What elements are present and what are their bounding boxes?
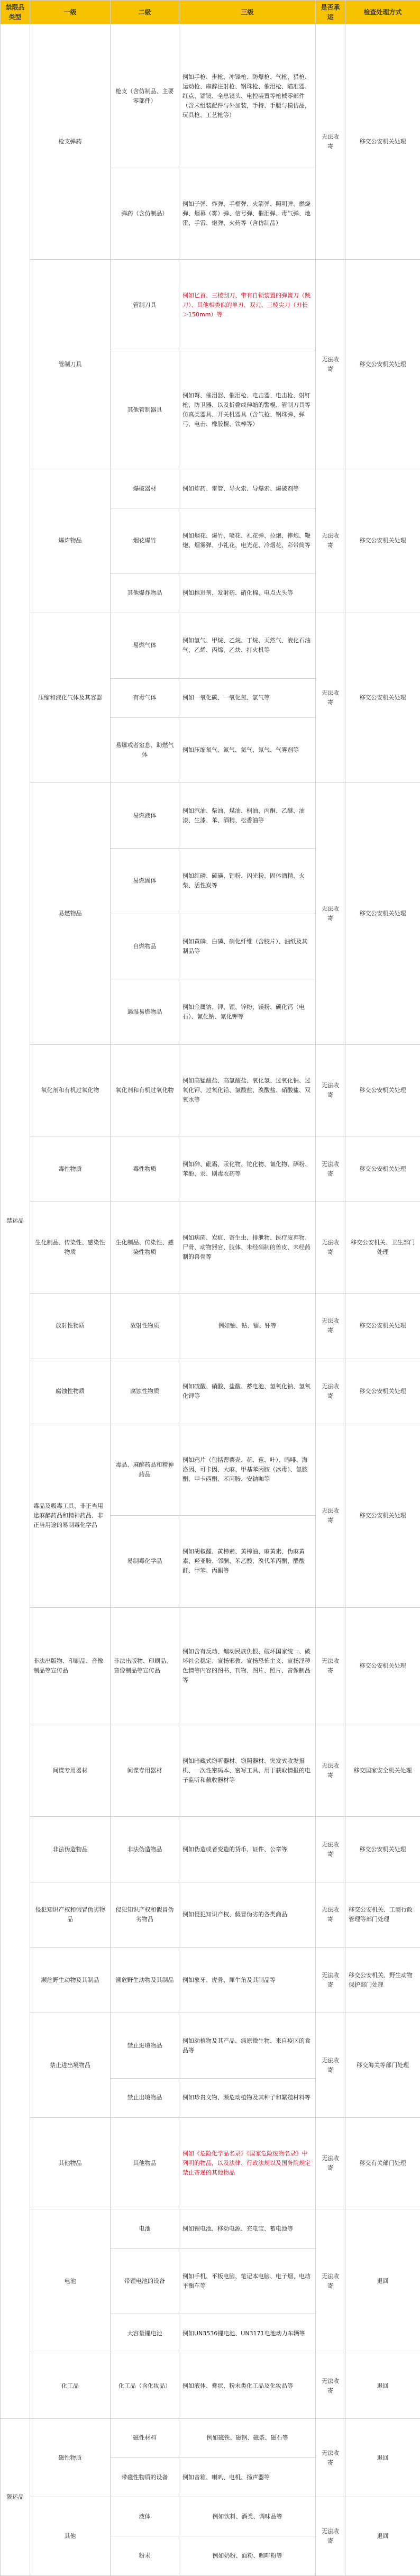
table-cell: 例如氢气、甲烷、乙烷、丁烷、天然气、液化石油气、乙烯、丙烯、乙炔、打火机等	[179, 613, 316, 678]
table-cell: 易燃物品	[30, 783, 111, 1045]
table-cell: 间谍专用器材	[111, 1725, 179, 1817]
table-row	[1, 1607, 420, 1725]
table-cell: 无法收寄	[316, 1607, 345, 1725]
table-header-row	[1, 1, 420, 24]
table-cell: 间谍专用器材	[30, 1725, 111, 1817]
table-cell: 其他管制器具	[111, 351, 179, 469]
table-cell: 无法收寄	[316, 1136, 345, 1202]
table-cell: 其他	[30, 2497, 111, 2576]
table-cell: 移交公安机关处理	[345, 1045, 420, 1136]
table-cell: 例如锂电池、移动电源、充电宝、蓄电池等	[179, 2209, 316, 2249]
table-cell: 例如胡椒醛、黄樟素、黄樟油、麻黄素、伪麻黄素、羟亚胺、邻酮、苯乙酸、溴代苯丙酮、醋酸酐、甲苯、丙酮等	[179, 1516, 316, 1607]
table-cell: 移交公安机关处理	[345, 1817, 420, 1882]
table-cell: 易燃液体	[111, 783, 179, 849]
table-cell: 例如高锰酸盐、高氯酸盐、氧化氢、过氧化钠、过氧化钾、过氧化铅、氯酸盐、溴酸盐、硝酸盐、双氧水等	[179, 1045, 316, 1136]
table-cell: 例如音箱、喇叭、电机、扬声器等	[179, 2458, 316, 2497]
table-cell: 禁运品	[1, 24, 30, 2419]
header-cell: 检查处理方式	[345, 1, 420, 24]
table-cell: 例如推进剂、发射药、硝化棉、电点火头等	[179, 574, 316, 613]
table-cell: 氧化剂和有机过氧化物	[111, 1045, 179, 1136]
table-cell: 易制毒化学品	[111, 1516, 179, 1607]
table-cell: 例如手机、平板电脑、笔记本电脑、电子烟、电动平衡车等	[179, 2249, 316, 2314]
table-row	[1, 1947, 420, 2013]
table-cell: 带磁性物质的设备	[111, 2458, 179, 2497]
table-cell: 侵犯知识产权和假冒伪劣物品	[30, 1882, 111, 1947]
table-cell: 退回	[345, 2353, 420, 2419]
table-cell: 例如《危险化学品名录》《国家危险废物名录》中列明的物品，以及法律、行政法规以及国务院规定禁止寄递的其他物品	[179, 2118, 316, 2209]
table-row	[1, 1136, 420, 1202]
table-cell: 无法收寄	[316, 613, 345, 783]
table-cell: 无法收寄	[316, 1947, 345, 2013]
table-cell: 移交有关部门处理	[345, 2118, 420, 2209]
table-cell: 移交公安机关处理	[345, 1424, 420, 1607]
table-cell: 无法收寄	[316, 2209, 345, 2353]
table-cell: 移交公安机关处理	[345, 783, 420, 1045]
table-cell: 例如手枪、步枪、冲锋枪、防爆枪、气枪、猎枪、运动枪、麻醉注射枪、钢珠枪、催泪枪、瞄准器、红点、镭镜、全息镜头、电控装置等枪械零部件（含未组装配件与外加装，手持、手腰与模仿品，玩具枪、工艺枪等）	[179, 24, 316, 168]
table-cell: 例如鸦片（包括罂粟壳、花、苞、叶）、吗啡、海洛因、可卡因、大麻、甲基苯丙胺（冰毒）、氯胺酮、甲卡西酮、苯丙胺、安钠咖等	[179, 1424, 316, 1516]
table-cell: 磁性物质	[30, 2418, 111, 2497]
table-cell: 无法收寄	[316, 2497, 345, 2576]
table-cell: 例如红磷、硫磺、铝粉、闪光粉、固体酒精、火柴、活性炭等	[179, 849, 316, 914]
table-cell: 化工品（含化妆品）	[111, 2353, 179, 2419]
table-cell: 易燃气体	[111, 613, 179, 678]
table-cell: 腐蚀性物质	[30, 1359, 111, 1424]
table-cell: 移交公安机关、工商行政管理等部门处理	[345, 1882, 420, 1947]
table-row	[1, 2209, 420, 2249]
table-cell: 移交公安机关处理	[345, 1607, 420, 1725]
table-cell: 毒品及吸毒工具、非正当用途麻醉药品和精神药品、非正当用途的易制毒化学品	[30, 1424, 111, 1607]
table-body	[1, 24, 420, 2576]
table-row	[1, 2418, 420, 2457]
table-cell: 其他爆炸物品	[111, 574, 179, 613]
table-cell: 例如汽油、柴油、煤油、桐油、丙酮、乙醚、油漆、生漆、苯、酒精、松香油等	[179, 783, 316, 849]
table-cell: 例如铀、钴、镭、钚等	[179, 1293, 316, 1359]
table-cell: 例如烟花、爆竹、喷花、礼花弹、拉炮、摔炮、鞭炮、烟雾弹、小礼花、电光花、冷烟花、彩带筒等	[179, 508, 316, 574]
table-cell: 无法收寄	[316, 1045, 345, 1136]
table-row	[1, 1817, 420, 1882]
table-cell: 氧化剂和有机过氧化物	[30, 1045, 111, 1136]
table-cell: 移交公安机关处理	[345, 613, 420, 783]
table-cell: 退回	[345, 2209, 420, 2353]
table-cell: 生化制品、传染性、感染性物质	[111, 1201, 179, 1293]
table-cell: 移交海关等部门处理	[345, 2013, 420, 2118]
table-cell: 爆炸物品	[30, 469, 111, 613]
table-cell: 无法收寄	[316, 24, 345, 260]
table-cell: 例如奶粉、面粉、咖啡粉等	[179, 2536, 316, 2576]
table-row	[1, 2497, 420, 2536]
table-cell: 退回	[345, 2418, 420, 2497]
table-cell: 例如暗藏式窃听器材、窃照器材、突发式收发报机、一次性密码本、密写工具、用于获取情报的电子监听和截收器材等	[179, 1725, 316, 1817]
table-cell: 例如病菌、炭疽、寄生虫、排泄物、医疗废弃物、尸骨、动物器官、肢体、未经硝制的兽皮、未经药制的兽骨等	[179, 1201, 316, 1293]
table-cell: 濒危野生动物及其制品	[30, 1947, 111, 2013]
table-row	[1, 24, 420, 168]
table-cell: 电池	[30, 2209, 111, 2353]
table-cell: 例如含有反动、煽动民族仇恨、破坏国家统一、破坏社会稳定、宣扬邪教、宣扬恐怖主义、宣扬淫秽色情等内容的图书、刊物、图片、照片、音像制品等	[179, 1607, 316, 1725]
table-cell: 有毒气体	[111, 678, 179, 717]
table-row	[1, 1882, 420, 1947]
table-cell: 例如饮料、酒类、调味品等	[179, 2497, 316, 2536]
table-row	[1, 1293, 420, 1359]
table-cell: 无法收寄	[316, 1201, 345, 1293]
table-cell: 生化制品、传染性、感染性物质	[30, 1201, 111, 1293]
table-cell: 枪支（含仿制品、主要零部件）	[111, 24, 179, 168]
table-cell: 移交公安机关处理	[345, 260, 420, 469]
table-row	[1, 1725, 420, 1817]
table-cell: 例如子弹、炸弹、手榴弹、火箭弹、照明弹、燃烧弹、烟幕（雾）弹、信号弹、催泪弹、毒气弹、地雷、手雷、炮弹、火药等（含仿制品）	[179, 168, 316, 260]
table-cell: 移交公安机关处理	[345, 24, 420, 260]
table-cell: 例如弩、催泪器、催泪枪、电击器、电击枪、射钉枪、防卫器、以及折叠或伸缩的警棍、管制刀具等仿真类器具、开关机器具（含气枪、钢珠弹、弹弓、电击、橡胶棍、铁棒等）	[179, 351, 316, 469]
table-cell: 无法收寄	[316, 2118, 345, 2209]
table-cell: 压缩和液化气体及其容器	[30, 613, 111, 783]
table-cell: 移交公安机关处理	[345, 1293, 420, 1359]
table-cell: 无法收寄	[316, 2353, 345, 2419]
table-cell: 弹药（含仿制品）	[111, 168, 179, 260]
table-row	[1, 1045, 420, 1136]
table-cell: 退回	[345, 2497, 420, 2576]
header-cell: 三级	[179, 1, 316, 24]
table-cell: 无法收寄	[316, 1293, 345, 1359]
table-cell: 例如压缩氧气、氮气、氦气、氖气、气雾剂等	[179, 717, 316, 783]
table-cell: 移交公安机关处理	[345, 1359, 420, 1424]
table-row	[1, 783, 420, 849]
table-row	[1, 2353, 420, 2419]
table-row	[1, 613, 420, 678]
table-cell: 移交国家安全机关处理	[345, 1725, 420, 1817]
table-cell: 放射性物质	[111, 1293, 179, 1359]
table-row	[1, 469, 420, 508]
table-cell: 例如金属钠、钾、锂、锌粉、镁粉、碳化钙（电石）、氰化钠、氰化钾等	[179, 979, 316, 1045]
table-cell: 爆破器材	[111, 469, 179, 508]
table-cell: 非法伪造物品	[111, 1817, 179, 1882]
table-cell: 例如液体、膏状、粉末类化工品及化妆品等	[179, 2353, 316, 2419]
table-cell: 带锂电池的设备	[111, 2249, 179, 2314]
table-cell: 毒性物质	[30, 1136, 111, 1202]
table-cell: 禁止出境物品	[111, 2078, 179, 2117]
table-row	[1, 2013, 420, 2079]
table-cell: 无法收寄	[316, 260, 345, 469]
table-cell: 禁止进出境物品	[30, 2013, 111, 2118]
table-cell: 例如侵犯知识产权、假冒伪劣的各类商品	[179, 1882, 316, 1947]
table-cell: 移交公安机关、野生动物保护部门处理	[345, 1947, 420, 2013]
table-cell: 例如象牙、虎骨、犀牛角及其制品等	[179, 1947, 316, 2013]
table-cell: 毒品、麻醉药品和精神药品	[111, 1424, 179, 1516]
table-cell: 磁性材料	[111, 2418, 179, 2457]
table-cell: 例如动植物及其产品、病原微生物、来自疫区的食品等	[179, 2013, 316, 2079]
table-cell: 无法收寄	[316, 2418, 345, 2497]
table-row	[1, 260, 420, 351]
table-cell: 放射性物质	[30, 1293, 111, 1359]
table-cell: 例如UN3536锂电池、UN3171电池动力车辆等	[179, 2314, 316, 2353]
table-cell: 自燃物品	[111, 914, 179, 979]
table-cell: 例如匕首、三棱刮刀、带有自锁装置的弹簧刀（跳刀）、其他相类似的单刃、双刃、三棱尖刀（刃长＞150mm）等	[179, 260, 316, 351]
table-cell: 枪支弹药	[30, 24, 111, 260]
table-cell: 例如黄磷、白磷、硝化纤维（含胶片）、油纸及其制品等	[179, 914, 316, 979]
table-cell: 液体	[111, 2497, 179, 2536]
table-cell: 移交公安机关处理	[345, 1136, 420, 1202]
table-cell: 烟花爆竹	[111, 508, 179, 574]
table-cell: 无法收寄	[316, 1424, 345, 1607]
table-cell: 例如一氧化碳、一氧化氮、氯气等	[179, 678, 316, 717]
table-cell: 电池	[111, 2209, 179, 2249]
table-cell: 非法出版物、印刷品、音像制品等宣传品	[30, 1607, 111, 1725]
table-row	[1, 1424, 420, 1516]
table-cell: 大容量锂电池	[111, 2314, 179, 2353]
table-cell: 例如炸药、雷管、导火索、导爆索、爆破剂等	[179, 469, 316, 508]
table-cell: 腐蚀性物质	[111, 1359, 179, 1424]
table-cell: 易燃固体	[111, 849, 179, 914]
table-cell: 无法收寄	[316, 1882, 345, 1947]
table-row	[1, 2118, 420, 2209]
table-cell: 无法收寄	[316, 1817, 345, 1882]
table-cell: 非法伪造物品	[30, 1817, 111, 1882]
table-cell: 移交公安机关处理	[345, 469, 420, 613]
table-cell: 非法出版物、印刷品、音像制品等宣传品	[111, 1607, 179, 1725]
table-cell: 易爆或者窒息、助燃气体	[111, 717, 179, 783]
table-cell: 其他物品	[30, 2118, 111, 2209]
table-cell: 例如砷、砒霜、汞化物、铊化物、氰化物、硒粉、苯酚、汞、剧毒农药等	[179, 1136, 316, 1202]
table-cell: 例如伪造或者变造的货币、证件、公章等	[179, 1817, 316, 1882]
table-cell: 限运品	[1, 2418, 30, 2575]
table-cell: 管制刀具	[30, 260, 111, 469]
table-cell: 例如硫酸、硝酸、盐酸、蓄电池、氢氧化钠、氢氧化钾等	[179, 1359, 316, 1424]
header-cell: 一级	[30, 1, 111, 24]
table-cell: 粉末	[111, 2536, 179, 2576]
table-row	[1, 1359, 420, 1424]
table-cell: 管制刀具	[111, 260, 179, 351]
table-cell: 无法收寄	[316, 1359, 345, 1424]
table-cell: 无法收寄	[316, 783, 345, 1045]
table-cell: 化工品	[30, 2353, 111, 2419]
table-cell: 濒危野生动物及其制品	[111, 1947, 179, 2013]
table-cell: 例如磁铁、磁钢、磁条、磁石等	[179, 2418, 316, 2457]
table-cell: 移交公安机关、卫生部门处理	[345, 1201, 420, 1293]
table-cell: 侵犯知识产权和假冒伪劣物品	[111, 1882, 179, 1947]
header-cell: 二级	[111, 1, 179, 24]
table-cell: 其他物品	[111, 2118, 179, 2209]
table-cell: 例如珍贵文物、濒危动植物及其种子和繁殖材料等	[179, 2078, 316, 2117]
table-cell: 禁止进境物品	[111, 2013, 179, 2079]
header-cell: 禁限品类型	[1, 1, 30, 24]
table-cell: 无法收寄	[316, 2013, 345, 2118]
table-row	[1, 1201, 420, 1293]
table-cell: 无法收寄	[316, 1725, 345, 1817]
table-cell: 毒性物质	[111, 1136, 179, 1202]
header-cell: 是否承运	[316, 1, 345, 24]
table-cell: 遇湿易燃物品	[111, 979, 179, 1045]
table-cell: 无法收寄	[316, 469, 345, 613]
